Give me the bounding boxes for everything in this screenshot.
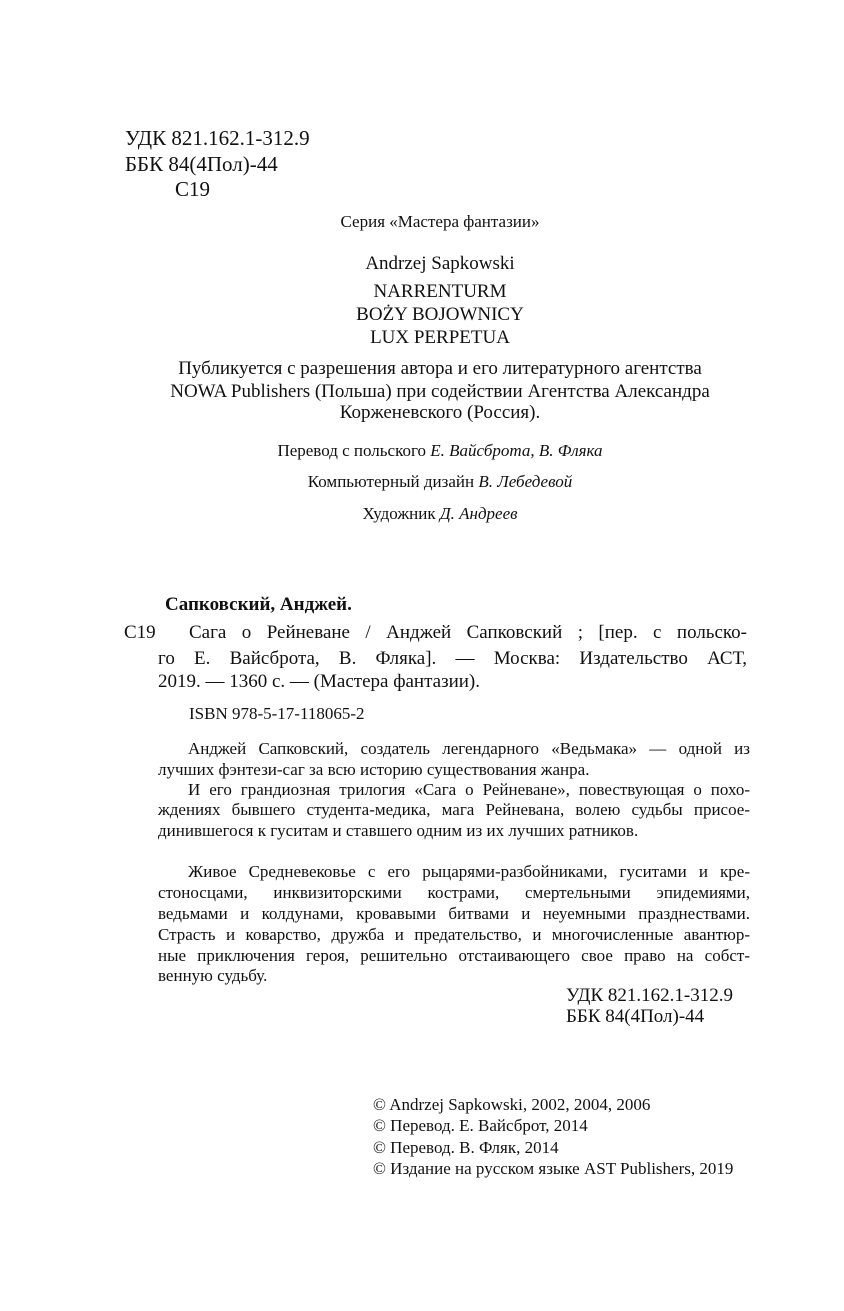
translator-names: Е. Вайсброта, В. Фляка [430,441,603,460]
original-title-2: BOŻY BOJOWNICY [356,304,524,325]
permission-line-1: Публикуется с разрешения автора и его литературного агентства [178,358,702,379]
catalog-line-2: го Е. Вайсброта, В. Фляка]. — Москва: Издательство АСТ, [158,648,747,669]
annotation-p1-line-2: лучших фэнтези-саг за всю историю существования жанра. [158,760,590,779]
translation-label: Перевод с польского [277,441,431,460]
original-title-1: NARRENTURM [373,281,507,302]
artist-credit [120,504,760,524]
annotation-p3-line-3: ведьмами и колдунами, кровавыми битвами и неуемными празднествами. [158,904,750,923]
udk-code: УДК 821.162.1-312.9 [125,126,310,150]
design-credit [120,472,760,492]
annotation-p3-line-4: Страсть и коварство, дружба и предательство, и многочисленные авантюр- [158,925,750,944]
annotation-p2-line-2: ждениях бывшего студента-медика, мага Рейневана, волею судьбы присое- [158,800,750,819]
annotation-p2-line-1: И его грандиозная трилогия «Сага о Рейневане», повествующая о похо- [188,780,750,799]
catalog-sign: С19 [124,622,156,643]
permission-line-2: NOWA Publishers (Польша) при содействии Агентства Александра [170,381,710,402]
artist-name: Д. Андреев [439,504,518,523]
artist-label: Художник [362,504,440,523]
bbk-code: ББК 84(4Пол)-44 [125,152,278,176]
copyright-line-1: © Andrzej Sapkowski, 2002, 2004, 2006 [373,1095,651,1114]
bottom-bbk-code: ББК 84(4Пол)-44 [566,1006,705,1027]
author-sign: С19 [175,177,211,201]
catalog-line-3: 2019. — 1360 с. — (Мастера фантазии). [158,671,480,692]
copyright-line-3: © Перевод. В. Фляк, 2014 [373,1138,559,1157]
bottom-udk-code: УДК 821.162.1-312.9 [566,985,733,1006]
annotation-p3-line-1: Живое Средневековье с его рыцарями-разбойниками, гуситами и кре- [188,862,750,881]
permission-line-3: Корженевского (Россия). [339,402,541,423]
copyright-line-4: © Издание на русском языке AST Publishers, 2019 [373,1159,734,1178]
designer-name: В. Лебедевой [478,472,573,491]
isbn: ISBN 978-5-17-118065-2 [189,704,365,723]
annotation-p3-line-5: ные приключения героя, решительно отстаивающего свое право на собст- [158,946,750,965]
copyright-line-2: © Перевод. Е. Вайсброт, 2014 [373,1116,588,1135]
annotation-p3-line-6: венную судьбу. [158,966,268,985]
translation-credit [120,441,760,461]
catalog-line-1: Сага о Рейневане / Анджей Сапковский ; [пер. с польско- [189,622,747,643]
annotation-p1-line-1: Анджей Сапковский, создатель легендарного «Ведьмака» — одной из [188,739,750,758]
annotation-p3-line-2: стоносцами, инквизиторскими кострами, смертельными эпидемиями, [158,883,750,902]
design-label: Компьютерный дизайн [307,472,479,491]
annotation-p2-line-3: динившегося к гуситам и ставшего одним из их лучших ратников. [158,821,639,840]
catalog-heading: Сапковский, Анджей. [165,594,352,615]
series-line: Серия «Мастера фантазии» [340,212,540,231]
original-author: Andrzej Sapkowski [365,253,515,274]
original-title-3: LUX PERPETUA [370,327,510,348]
